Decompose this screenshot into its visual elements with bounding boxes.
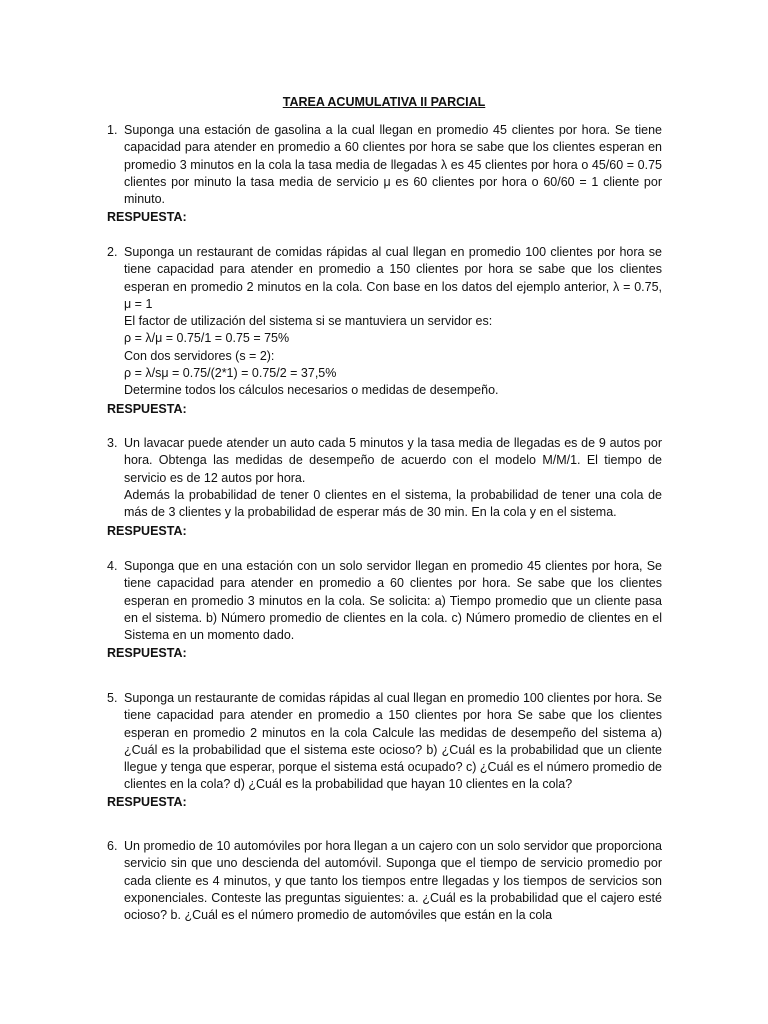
item-text: Determine todos los cálculos necesarios o medidas de desempeño. [124, 383, 499, 398]
item-text: Además la probabilidad de tener 0 clientes en el sistema, la probabilidad de tener una cola de más de 3 clientes y la probabilidad de esperar más de 30 min. En la cola y en el sistema. [124, 487, 662, 520]
item-formula: ρ = λ/sμ = 0.75/(2*1) = 0.75/2 = 37,5% [124, 366, 337, 381]
item-number: 2. [107, 245, 118, 259]
exercise-item-1 [107, 122, 662, 208]
item-text: Suponga que en una estación con un solo servidor llegan en promedio 45 clientes por hora, Se tiene capacidad para atender en promedio a 60 clientes por hora. Se sabe que los clientes esperan en promedio 3 minutos en la cola. Se solicita: a) Tiempo promedio que un cliente pasa en el sistema. b) Número promedio de clientes en la cola. c) Número promedio de clientes en el Sistema en un momento dado. [124, 559, 662, 643]
response-label-4: RESPUESTA: [107, 646, 187, 660]
response-label-1: RESPUESTA: [107, 210, 187, 224]
document-title: TAREA ACUMULATIVA II PARCIAL [282, 95, 486, 109]
item-formula: ρ = λ/μ = 0.75/1 = 0.75 = 75% [124, 331, 290, 346]
item-text: Un promedio de 10 automóviles por hora llegan a un cajero con un solo servidor que proporciona servicio sin que uno descienda del automóvil. Suponga que el tiempo de servicio promedio por cada cliente es 4 minutos, y que tanto los tiempos entre llegadas y los tiempos de servicios son exponenciales. Conteste las preguntas siguientes: a. ¿Cuál es la probabilidad que el cajero esté ocioso? b. ¿Cuál es el número promedio de automóviles que están en la cola [124, 839, 662, 923]
item-number: 3. [107, 436, 118, 450]
item-text: Suponga un restaurante de comidas rápidas al cual llegan en promedio 100 clientes por hora. Se tiene capacidad para atender en promedio a 150 clientes por hora Se sabe que los clientes esperan en promedio 2 minutos en la cola Calcule las medidas de desempeño del sistema a) ¿Cuál es la probabilidad que el sistema este ocioso? b) ¿Cuál es la probabilidad que un cliente llegue y tenga que esperar, porque el sistema está ocupado? c) ¿Cuál es el número promedio de clientes en la cola? d) ¿Cuál es la probabilidad que hayan 10 clientes en la cola? [124, 691, 662, 792]
exercise-item-6 [107, 838, 662, 924]
response-label-5: RESPUESTA: [107, 795, 187, 809]
exercise-item-2 [107, 244, 662, 400]
item-text: Suponga una estación de gasolina a la cual llegan en promedio 45 clientes por hora. Se tiene capacidad para atender en promedio a 60 clientes por hora se sabe que los clientes esperan en promedio 3 minutos en la cola la tasa media de llegadas λ es 45 clientes por hora o 45/60 = 0.75 clientes por minuto la tasa media de servicio μ es 60 clientes por hora o 60/60 = 1 cliente por minuto. [124, 123, 662, 207]
item-text: Un lavacar puede atender un auto cada 5 minutos y la tasa media de llegadas es de 9 autos por hora. Obtenga las medidas de desempeño de acuerdo con el modelo M/M/1. El tiempo de servicio es de 12 autos por hora. [124, 436, 662, 485]
response-label-2: RESPUESTA: [107, 402, 187, 416]
item-text: Con dos servidores (s = 2): [124, 348, 275, 363]
item-number: 5. [107, 691, 118, 705]
item-number: 4. [107, 559, 118, 573]
response-label-3: RESPUESTA: [107, 524, 187, 538]
exercise-item-5 [107, 690, 662, 794]
item-text: El factor de utilización del sistema si se mantuviera un servidor es: [124, 314, 493, 329]
exercise-item-4 [107, 558, 662, 644]
exercise-item-3 [107, 435, 662, 521]
item-number: 1. [107, 123, 118, 137]
item-text: Suponga un restaurant de comidas rápidas al cual llegan en promedio 100 clientes por hora se tiene capacidad para atender en promedio a 150 clientes por hora se sabe que los clientes esperan en promedio 2 minutos en la cola. Con base en los datos del ejemplo anterior, λ = 0.75, μ = 1 [124, 245, 662, 311]
item-number: 6. [107, 839, 118, 853]
